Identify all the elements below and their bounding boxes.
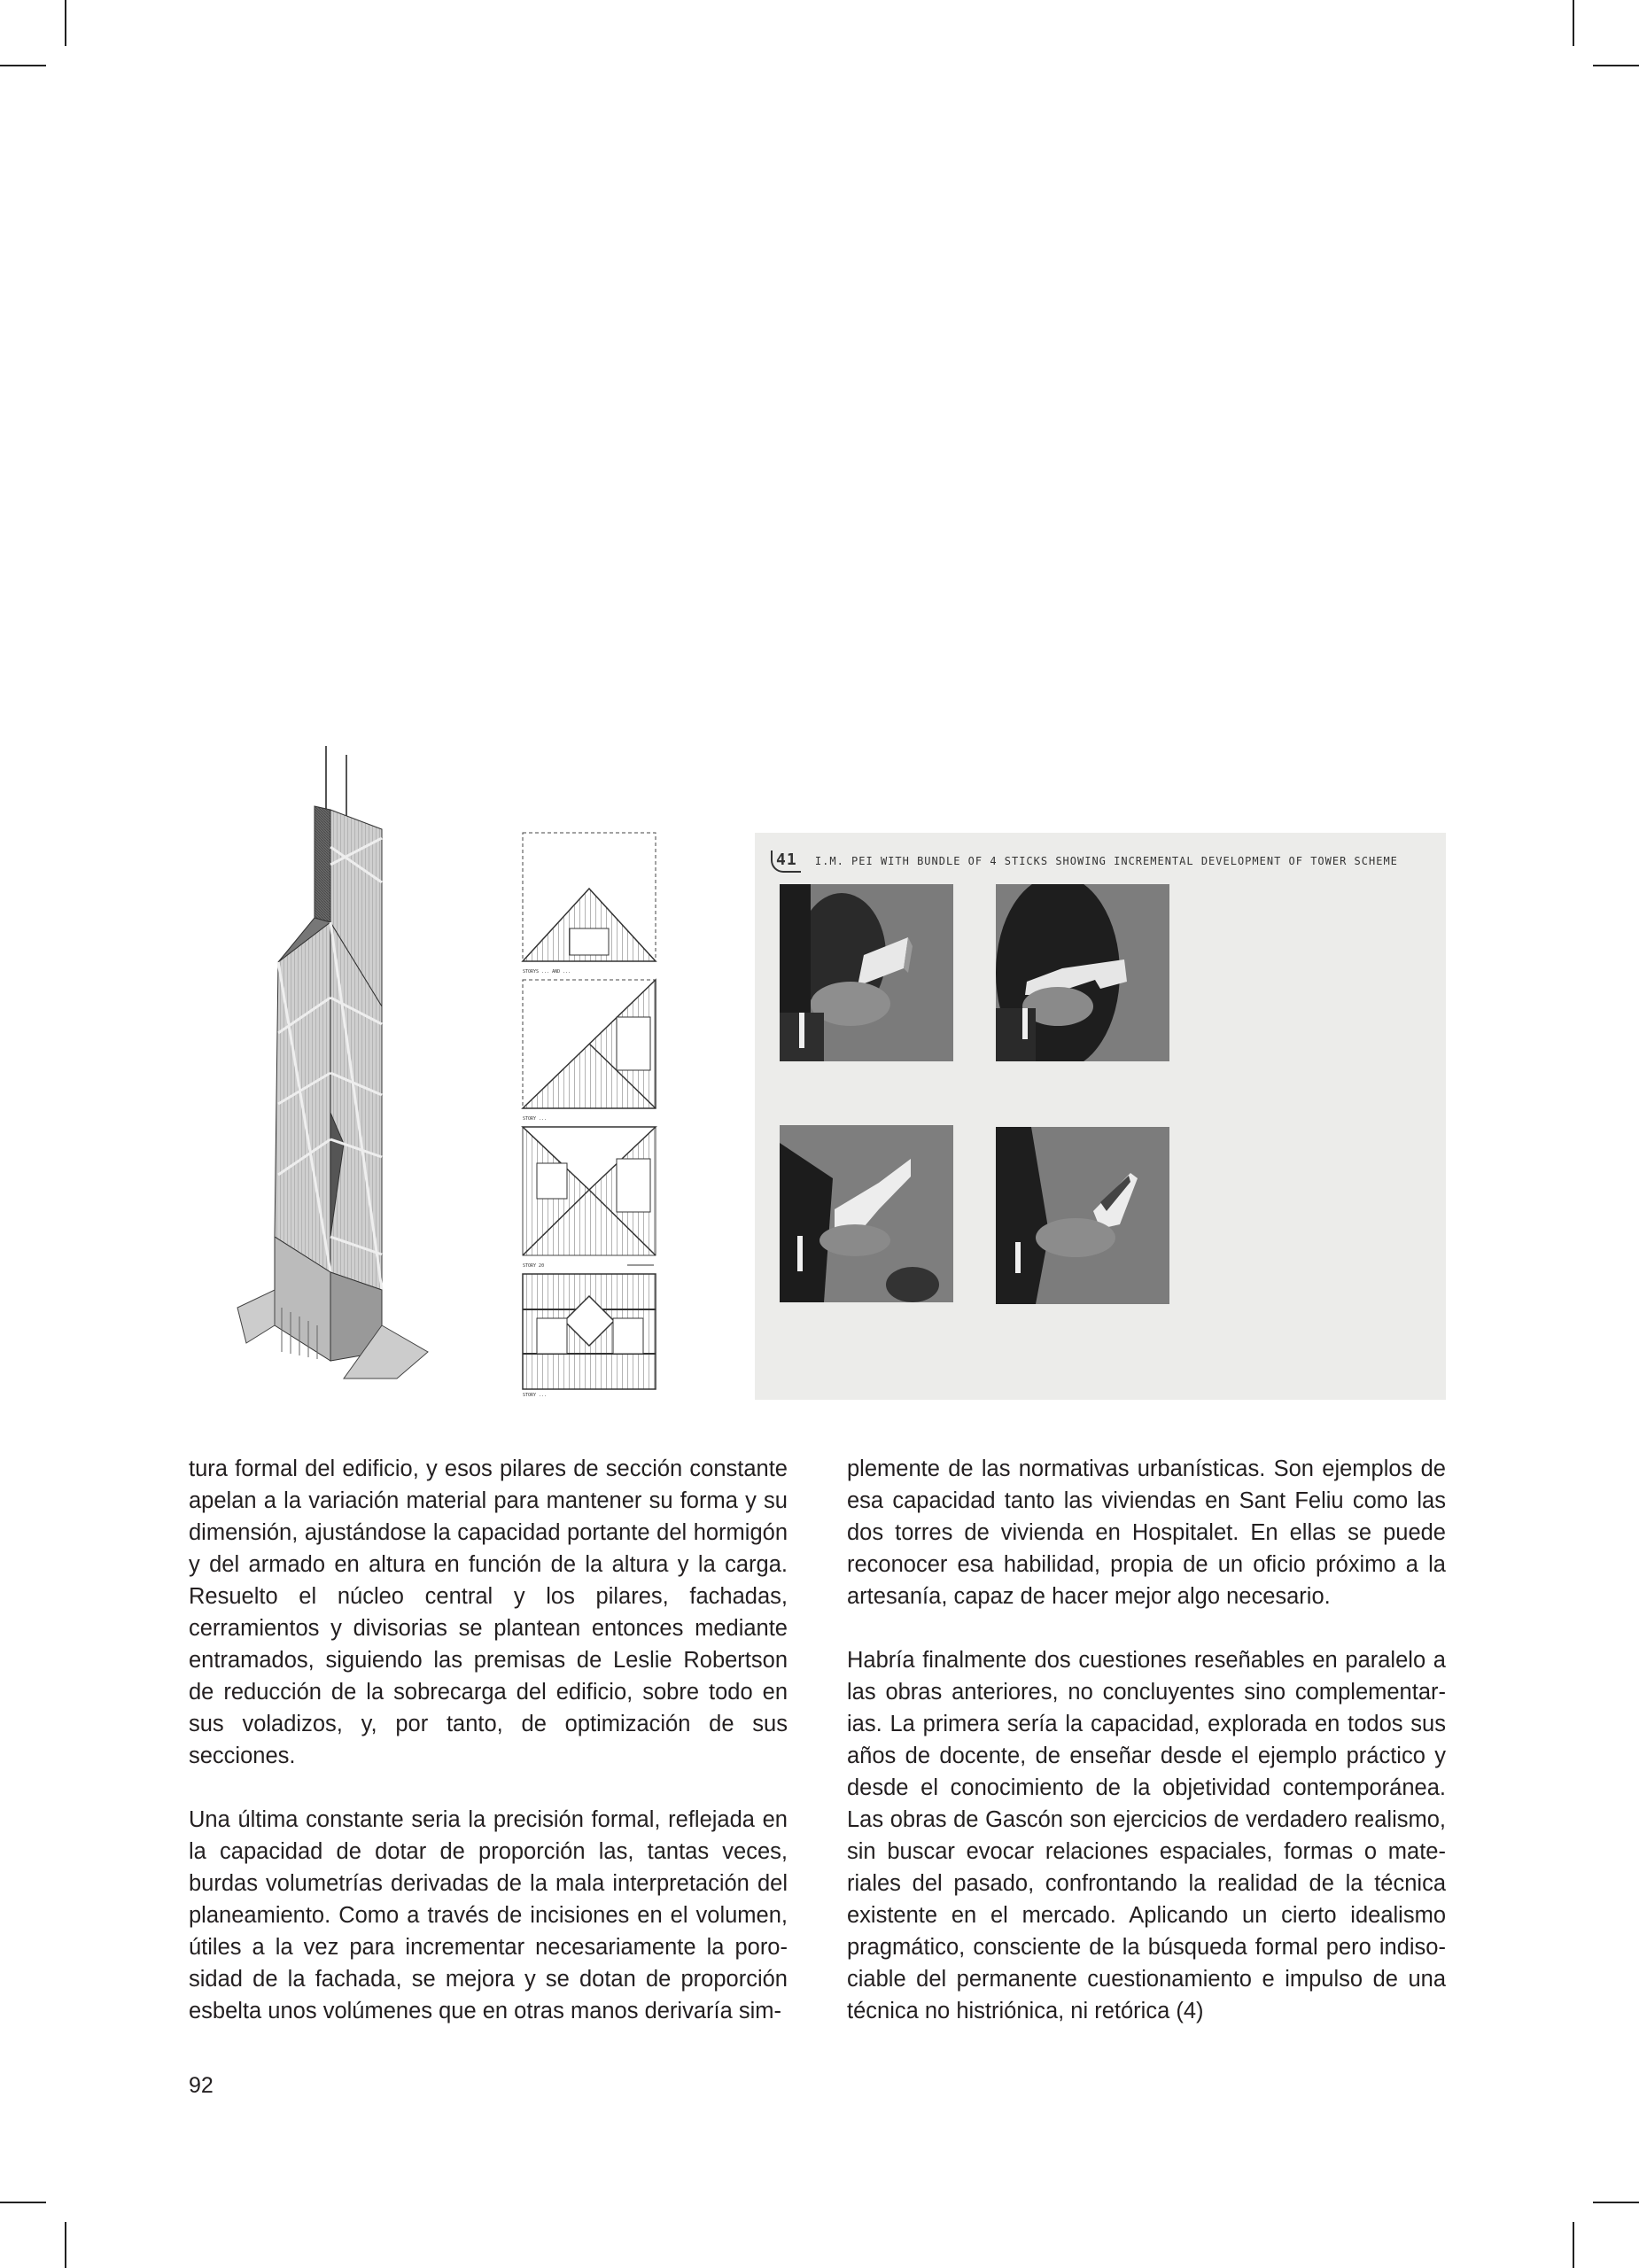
crop-mark-bottom-left-vertical: [65, 2222, 66, 2268]
photo-1: [780, 884, 953, 1061]
crop-mark-bottom-left-horizontal: [0, 2202, 46, 2203]
floor-plan-3: [523, 1127, 656, 1269]
handwritten-caption: [771, 850, 1398, 873]
caption-number: 41: [771, 850, 801, 873]
floor-plan-4: [523, 1274, 656, 1398]
paragraph: plemente de las normativas urbanísticas. Son ejemplos de esa capacidad tanto las viviendas en Sant Feliu como las dos torres de vivienda en Hospitalet. En ellas se puede reconocer esa habilidad, propia de un oficio próximo a la artesanía, capaz de hacer mejor algo necesario.: [847, 1456, 1446, 1609]
tower-axonometric-drawing: [220, 741, 441, 1387]
crop-mark-bottom-right-horizontal: [1593, 2202, 1639, 2203]
floor-plan-2: [523, 980, 656, 1122]
photo-4: [996, 1127, 1169, 1304]
photo-sheet-figure: [755, 833, 1446, 1400]
paragraph: Una última constante seria la precisión formal, reflejada en la capacidad de dotar de proporción las, tantas veces, burdas volumetrías derivadas de la mala interpretación del planeamiento. Como a través de incisiones en el volumen, útiles a la vez para incrementar necesariamente la porosidad de la fachada, se mejora y se dotan de proporción esbelta unos volúmenes que en otras manos derivaría sim-: [189, 1807, 788, 2023]
body-column-right: [847, 1453, 1446, 2059]
crop-mark-top-left-horizontal: [0, 65, 46, 66]
paragraph: Habría finalmente dos cuestiones reseñables en paralelo a las obras anteriores, no concluyentes sino complementarias. La primera sería la capacidad, explorada en todos sus años de docente, de enseñar desde el ejemplo práctico y desde el conocimiento de la objetividad contemporánea. Las obras de Gascón son ejercicios de verdadero realismo, sin buscar evocar relaciones espaciales, formas o materiales del pasado, confrontando la realidad de la técnica existente en el mercado. Aplicando un cierto idealismo pragmático, consciente de la búsqueda formal pero indisociable del permanente cuestionamiento e impulso de una técnica no histriónica, ni retórica (4): [847, 1648, 1446, 2023]
photo-2: [996, 884, 1169, 1061]
plan-label-4: STORY ...: [523, 1393, 548, 1398]
floor-plans-figure: [521, 831, 659, 1398]
plan-label-2: STORY ...: [523, 1116, 548, 1122]
body-column-left: [189, 1453, 788, 2059]
page-number: 92: [189, 2073, 214, 2098]
crop-mark-top-left-vertical: [65, 0, 66, 46]
photo-3: [780, 1125, 953, 1302]
crop-mark-top-right-vertical: [1573, 0, 1574, 46]
paragraph: tura formal del edificio, y esos pilares de sección constante apelan a la variación material para mantener su forma y su dimensión, ajustándose la capacidad portante del hormigón y del armado en altura en función de la altura y la carga. Resuelto el núcleo central y los pilares, fachadas, cerramientos y divisorias se plantean entonces mediante entramados, siguiendo las premisas de Leslie Robertson de reducción de la sobrecarga del edificio, sobre todo en sus voladizos, y, por tanto, de optimización de sus secciones.: [189, 1456, 788, 1768]
caption-text: I.M. PEI WITH BUNDLE OF 4 STICKS SHOWING INCREMENTAL DEVELOPMENT OF TOWER SCHEME: [814, 855, 1398, 867]
plan-label-1: STORYS ... AND ...: [523, 969, 571, 975]
crop-mark-bottom-right-vertical: [1573, 2222, 1574, 2268]
floor-plan-1: [523, 833, 656, 975]
plan-label-3: STORY 20: [523, 1263, 545, 1269]
crop-mark-top-right-horizontal: [1593, 65, 1639, 66]
